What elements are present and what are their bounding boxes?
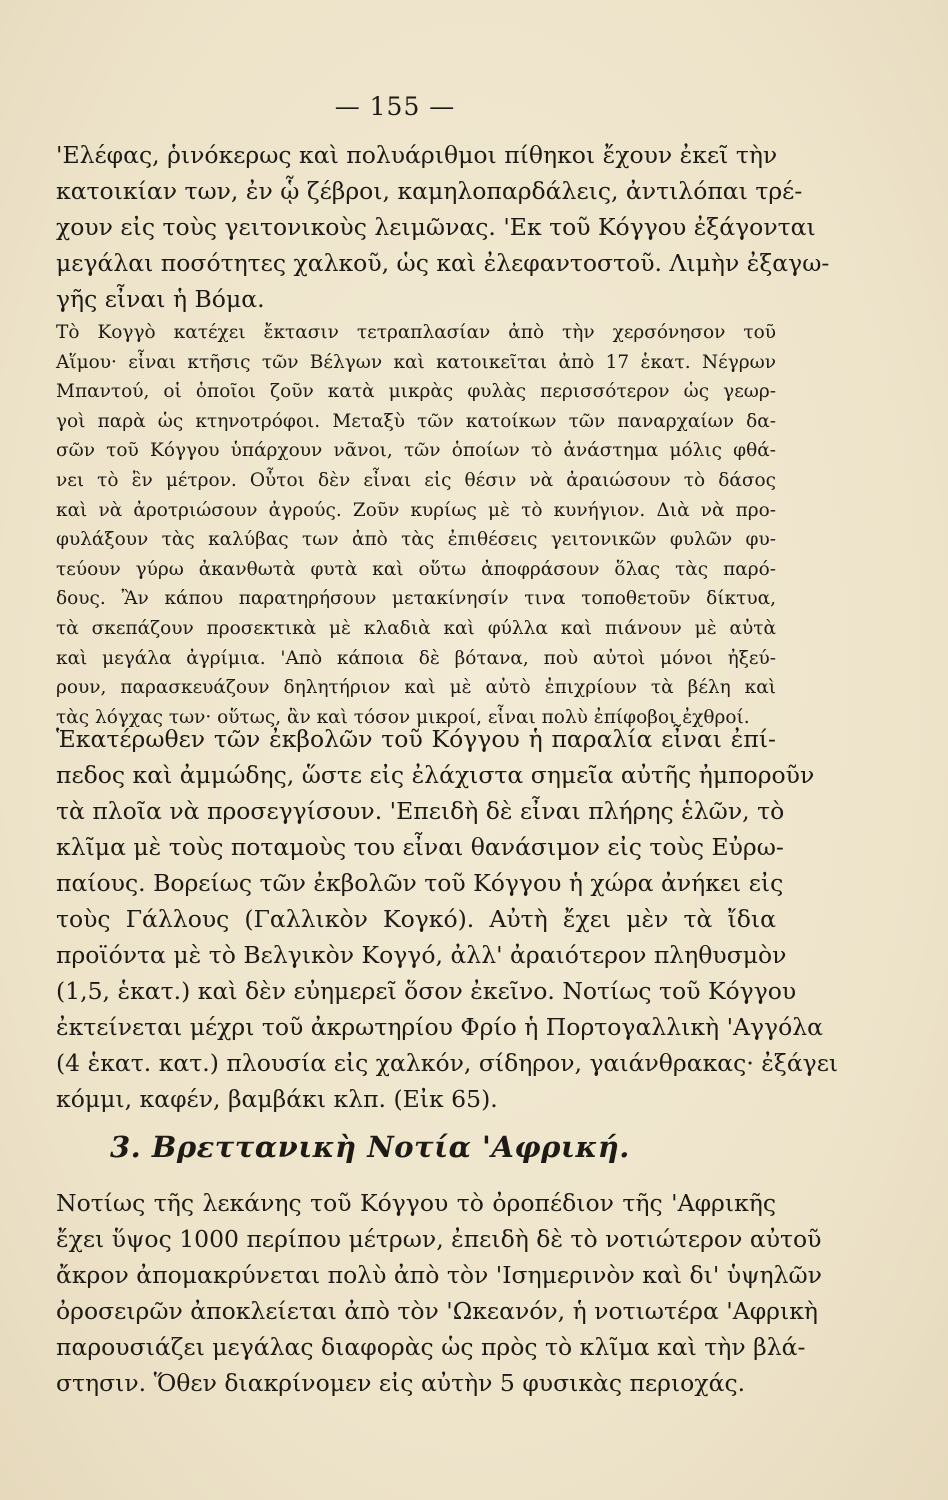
text-line: τὰ πλοῖα νὰ προσεγγίσουν. 'Επειδὴ δὲ εἶναι πλήρης ἑλῶν, τὸ [56, 797, 785, 825]
text-line: τὰς λόγχας των· οὕτως, ἂν καὶ τόσον μικροί, εἶναι πολὺ ἐπίφοβοι ἐχθροί. [56, 706, 750, 728]
text-line: κόμμι, καφέν, βαμβάκι κλπ. (Εἰκ 65). [56, 1085, 498, 1113]
text-line: ἔχει ὕψος 1000 περίπου μέτρων, ἐπειδὴ δὲ τὸ νοτιώτερον αὐτοῦ [56, 1225, 822, 1253]
paragraph-2-small-print [56, 318, 776, 732]
section-heading: 3. Βρεττανικὴ Νοτία 'Αφρική. [110, 1130, 630, 1164]
text-line: μεγάλαι ποσότητες χαλκοῦ, ὡς καὶ ἐλεφαντοστοῦ. Λιμὴν ἐξαγω- [56, 249, 830, 277]
text-line: Ἑκατέρωθεν τῶν ἐκβολῶν τοῦ Κόγγου ἡ παραλία εἶναι ἐπί- [56, 725, 776, 753]
text-line: πεδος καὶ ἀμμώδης, ὥστε εἰς ἐλάχιστα σημεῖα αὐτῆς ἠμποροῦν [56, 761, 815, 789]
text-line: ἐκτείνεται μέχρι τοῦ ἀκρωτηρίου Φρίο ἡ Πορτογαλλικὴ 'Αγγόλα [56, 1013, 823, 1041]
page-number: — 155 — [334, 92, 456, 121]
text-line: Νοτίως τῆς λεκάνης τοῦ Κόγγου τὸ ὀροπέδιον τῆς 'Αφρικῆς [56, 1189, 776, 1217]
text-line: κλῖμα μὲ τοὺς ποταμοὺς του εἶναι θανάσιμον εἰς τοὺς Εὐρω- [56, 833, 784, 861]
paragraph-4 [56, 1185, 822, 1401]
text-line: παρουσιάζει μεγάλας διαφορὰς ὡς πρὸς τὸ κλῖμα καὶ τὴν βλά- [56, 1333, 806, 1361]
text-line: σῶν τοῦ Κόγγου ὑπάρχουν νᾶνοι, τῶν ὁποίων τὸ ἀνάστημα μόλις φθά- [56, 440, 776, 462]
text-line: Μπαντού, οἱ ὁποῖοι ζοῦν κατὰ μικρὰς φυλὰς περισσότερον ὡς γεωρ- [56, 381, 776, 403]
text-line: στησιν. Ὅθεν διακρίνομεν εἰς αὐτὴν 5 φυσικὰς περιοχάς. [56, 1369, 746, 1397]
text-line: (1,5, ἑκατ.) καὶ δὲν εὐημερεῖ ὅσον ἐκεῖνο. Νοτίως τοῦ Κόγγου [56, 977, 797, 1005]
text-line: (4 ἑκατ. κατ.) πλουσία εἰς χαλκόν, σίδηρον, γαιάνθρακας· ἐξάγει [56, 1049, 839, 1077]
text-line: Τὸ Κογγὸ κατέχει ἔκτασιν τετραπλασίαν ἀπὸ τὴν χερσόνησον τοῦ [56, 322, 776, 343]
text-line: δους. Ἂν κάπου παρατηρήσουν μετακίνησίν τινα τοποθετοῦν δίκτυα, [56, 588, 776, 610]
paragraph-3 [56, 721, 839, 1117]
text-line: καὶ νὰ ἀροτριώσουν ἀγρούς. Ζοῦν κυρίως μὲ τὸ κυνήγιον. Διὰ νὰ προ- [56, 499, 776, 521]
text-line: 'Ελέφας, ῥινόκερως καὶ πολυάριθμοι πίθηκοι ἔχουν ἐκεῖ τὴν [56, 141, 778, 169]
text-line: παίους. Βορείως τῶν ἐκβολῶν τοῦ Κόγγου ἡ χώρα ἀνήκει εἰς [56, 869, 784, 897]
text-line: Αἵμου· εἶναι κτῆσις τῶν Βέλγων καὶ κατοικεῖται ἀπὸ 17 ἑκατ. Νέγρων [56, 351, 776, 373]
text-line: ἄκρον ἀπομακρύνεται πολὺ ἀπὸ τὸν 'Ισημερινὸν καὶ δι' ὑψηλῶν [56, 1261, 822, 1289]
paragraph-1 [56, 137, 830, 317]
text-line: καὶ μεγάλα ἀγρίμια. 'Απὸ κάποια δὲ βότανα, ποὺ αὐτοὶ μόνοι ἠξεύ- [56, 647, 776, 669]
text-line: γῆς εἶναι ἡ Βόμα. [56, 285, 265, 313]
text-line: νει τὸ ἓν μέτρον. Οὗτοι δὲν εἶναι εἰς θέσιν νὰ ἀραιώσουν τὸ δάσος [56, 469, 776, 491]
text-line: γοὶ παρὰ ὡς κτηνοτρόφοι. Μεταξὺ τῶν κατοίκων τῶν παναρχαίων δα- [56, 410, 776, 432]
text-line: φυλάξουν τὰς καλύβας των ἀπὸ τὰς ἐπιθέσεις γειτονικῶν φυλῶν φυ- [56, 529, 776, 551]
text-line: τοὺς Γάλλους (Γαλλικὸν Κογκό). Αὐτὴ ἔχει μὲν τὰ ἴδια [56, 905, 776, 933]
text-line: προϊόντα μὲ τὸ Βελγικὸν Κογγό, ἀλλ' ἀραιότερον πληθυσμὸν [56, 941, 787, 969]
text-line: χουν εἰς τοὺς γειτονικοὺς λειμῶνας. 'Εκ τοῦ Κόγγου ἐξάγονται [56, 213, 816, 241]
text-line: τὰ σκεπάζουν προσεκτικὰ μὲ κλαδιὰ καὶ φύλλα καὶ πιάνουν μὲ αὐτὰ [56, 617, 776, 639]
text-line: κατοικίαν των, ἐν ᾧ ζέβροι, καμηλοπαρδάλεις, ἀντιλόπαι τρέ- [56, 177, 803, 205]
text-line: ὀροσειρῶν ἀποκλείεται ἀπὸ τὸν 'Ωκεανόν, ἡ νοτιωτέρα 'Αφρικὴ [56, 1297, 818, 1325]
text-line: τεύουν γύρω ἀκανθωτὰ φυτὰ καὶ οὕτω ἀποφράσουν ὅλας τὰς παρό- [56, 558, 776, 580]
text-line: ρουν, παρασκευάζουν δηλητήριον καὶ μὲ αὐτὸ ἐπιχρίουν τὰ βέλη καὶ [56, 677, 776, 699]
